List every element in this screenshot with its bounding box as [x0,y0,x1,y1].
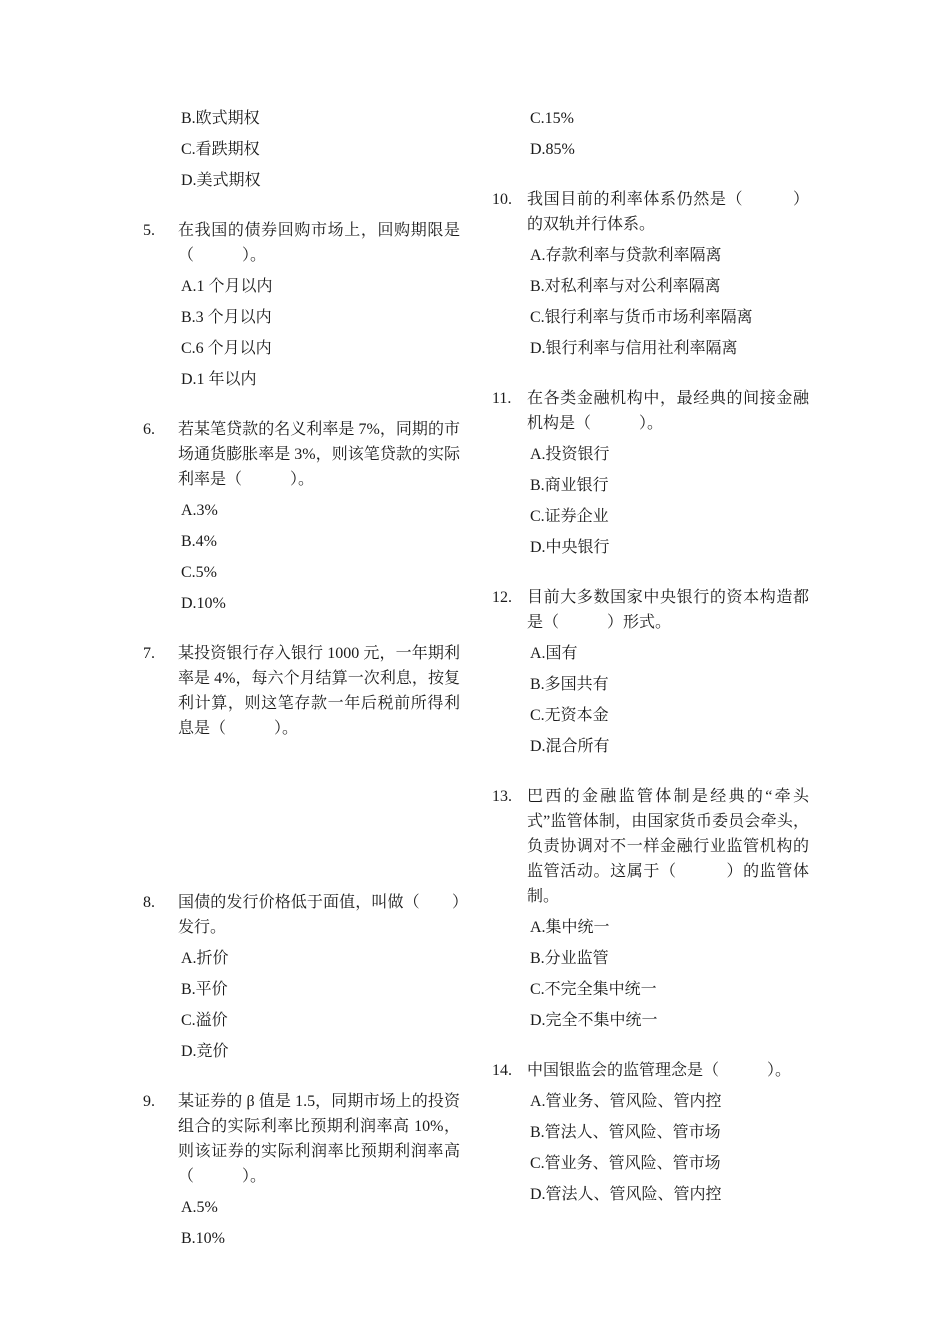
q10-text: 我国目前的利率体系仍然是（ ）的双轨并行体系。 [527,191,809,233]
q11-option-d: D.中央银行 [530,539,610,556]
q14-option-b: B.管法人、管风险、管市场 [530,1124,721,1141]
q8-option-b: B.平价 [181,981,228,998]
q12-option-c: C.无资本金 [530,707,609,724]
q8-text: 国债的发行价格低于面值，叫做（ ）发行。 [178,894,460,936]
q6-option-d: D.10% [181,595,226,612]
q6-option-c: C.5% [181,564,217,581]
q9-option-d: D.85% [530,141,575,158]
q8-number: 8. [143,894,155,911]
q6-option-a: A.3% [181,502,218,519]
q5-text: 在我国的债券回购市场上，回购期限是（ ）。 [178,222,460,264]
q12-option-b: B.多国共有 [530,676,609,693]
q13-option-d: D.完全不集中统一 [530,1012,658,1029]
q13-option-a: A.集中统一 [530,919,610,936]
q11-option-b: B.商业银行 [530,477,609,494]
q11-text: 在各类金融机构中，最经典的间接金融机构是（ ）。 [527,390,809,432]
q5-number: 5. [143,222,155,239]
q6-number: 6. [143,421,155,438]
q12-number: 12. [492,589,512,606]
q7-text: 某投资银行存入银行 1000 元，一年期利率是 4%，每六个月结算一次利息，按复利计算，则这笔存款一年后税前所得利息是（ ）。 [178,645,460,737]
q14-number: 14. [492,1062,512,1079]
q12-option-a: A.国有 [530,645,578,662]
q9-number: 9. [143,1093,155,1110]
q5-option-a: A.1 个月以内 [181,278,273,295]
q13-text: 巴西的金融监管体制是经典的“牵头式”监管体制，由国家货币委员会牵头，负责协调对不一样金融行业监管机构的监管活动。这属于（ ）的监管体制。 [527,788,809,905]
q10-option-c: C.银行利率与货币市场利率隔离 [530,309,753,326]
q14-option-d: D.管法人、管风险、管内控 [530,1186,722,1203]
q10-number: 10. [492,191,512,208]
q7-number: 7. [143,645,155,662]
q9-option-a: A.5% [181,1199,218,1216]
q13-option-b: B.分业监管 [530,950,609,967]
q10-option-d: D.银行利率与信用社利率隔离 [530,340,738,357]
q13-option-c: C.不完全集中统一 [530,981,657,998]
q8-option-d: D.竞价 [181,1043,229,1060]
q4-option-c: C.看跌期权 [181,141,260,158]
q6-text: 若某笔贷款的名义利率是 7%，同期的市场通货膨胀率是 3%，则该笔贷款的实际利率是（ ）。 [178,421,460,488]
q5-option-c: C.6 个月以内 [181,340,272,357]
q4-option-d: D.美式期权 [181,172,261,189]
q6-option-b: B.4% [181,533,217,550]
q8-option-a: A.折价 [181,950,229,967]
q14-option-a: A.管业务、管风险、管内控 [530,1093,722,1110]
q10-option-b: B.对私利率与对公利率隔离 [530,278,721,295]
q8-option-c: C.溢价 [181,1012,228,1029]
q12-option-d: D.混合所有 [530,738,610,755]
q9-text: 某证券的 β 值是 1.5，同期市场上的投资组合的实际利率比预期利润率高 10%，则该证券的实际利润率比预期利润率高（ ）。 [178,1093,460,1185]
q9-option-c: C.15% [530,110,574,127]
q9-option-b: B.10% [181,1230,225,1247]
q11-option-c: C.证券企业 [530,508,609,525]
q5-option-b: B.3 个月以内 [181,309,272,326]
q14-option-c: C.管业务、管风险、管市场 [530,1155,721,1172]
q4-option-b: B.欧式期权 [181,110,260,127]
q12-text: 目前大多数国家中央银行的资本构造都是（ ）形式。 [527,589,809,631]
q14-text: 中国银监会的监管理念是（ ）。 [527,1062,792,1079]
q11-number: 11. [492,390,512,407]
q11-option-a: A.投资银行 [530,446,610,463]
q10-option-a: A.存款利率与贷款利率隔离 [530,247,722,264]
q5-option-d: D.1 年以内 [181,371,257,388]
q13-number: 13. [492,788,512,805]
